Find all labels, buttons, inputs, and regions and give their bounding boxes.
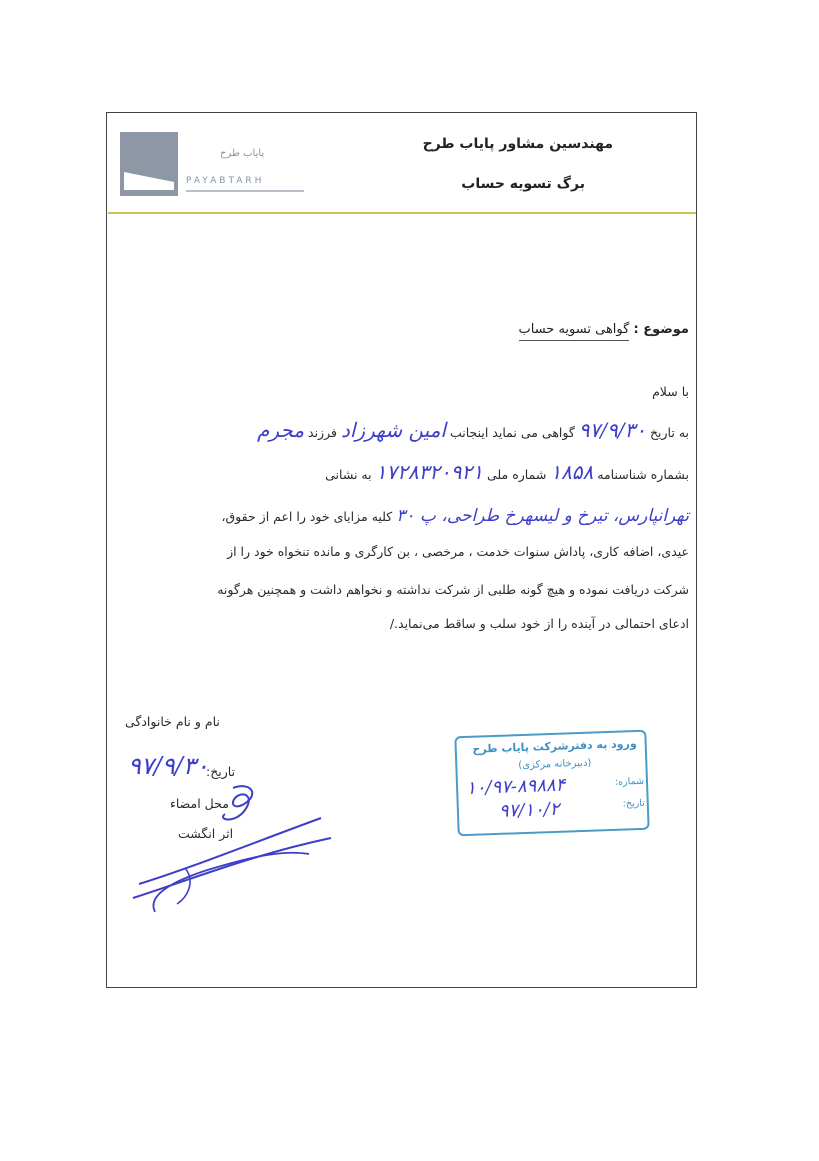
subject-row [519,322,690,337]
body-line-5: شرکت دریافت نموده و هیچ گونه طلبی از شرکت نداشته و نخواهم داشت و همچنین هرگونه [217,582,689,597]
child-of-label: فرزند [308,425,337,440]
body-line-3 [119,506,689,527]
name-label: نام و نام خانوادگی [125,714,220,729]
handwritten-sign-date: ۹۷/۹/۳۰ [128,752,209,780]
stamp-subtitle: (دبیرخانه مرکزی) [518,757,592,772]
subject-value: گواهی تسویه حساب [519,322,630,341]
stamp-title: ورود به دفترشرکت پایاب طرح [472,737,637,756]
handwritten-date: ۹۷/۹/۳۰ [578,418,646,442]
benefits-text: کلیه مزایای خود را اعم از حقوق، [221,509,393,524]
logo-text-en: PAYABTARH [186,176,265,186]
address-label: به نشانی [325,467,372,482]
stamp-date-label: تاریخ: [622,797,645,810]
subject-label: موضوع : [633,322,689,337]
document-type: برگ تسویه حساب [461,176,585,192]
signature-place-label: محل امضاء [170,796,229,811]
body-line-2 [119,462,689,485]
handwritten-id-number: ۱۸۵۸ [550,460,594,484]
handwritten-address: تهرانپارس، تیرخ و لیسهرخ طراحی، پ ۳۰ [396,506,689,526]
company-name: مهندسین مشاور پایاب طرح [422,136,613,152]
fingerprint-label: اثر انگشت [178,826,234,841]
handwritten-national-id: ۱۷۲۸۳۲۰۹۲۱ [375,460,484,484]
date-prefix: به تاریخ [649,425,689,440]
stamp-date: ۹۷/۱۰/۲ [498,798,560,822]
body-line-6: ادعای احتمالی در آینده را از خود سلب و ساقط می‌نماید./ [389,616,689,631]
id-label: بشماره شناسنامه [597,467,689,482]
stamp-number: ۱۰/۹۷-۸۹۸۸۴ [465,774,566,799]
handwritten-name: امین شهرزاد [340,418,446,442]
logo-underline [186,190,304,192]
header-divider [108,212,696,214]
logo-text-fa: پایاب طرح [220,148,265,159]
logo-mark-icon [120,132,178,196]
handwritten-father-name: مجرم [256,418,305,442]
body-line-4: عیدی، اضافه کاری، پاداش سنوات خدمت ، مرخصی ، بن کارگری و مانده تنخواه خود را از [227,544,689,559]
date-label: تاریخ: [206,764,236,779]
company-logo [120,132,306,202]
certify-text: گواهی می نماید اینجانب [449,425,575,440]
body-line-1 [119,420,689,443]
stamp-number-label: شماره: [614,775,645,788]
national-id-label: شماره ملی [487,467,547,482]
registration-stamp [454,730,649,837]
greeting: با سلام [652,384,689,399]
handwritten-signature [125,780,335,920]
